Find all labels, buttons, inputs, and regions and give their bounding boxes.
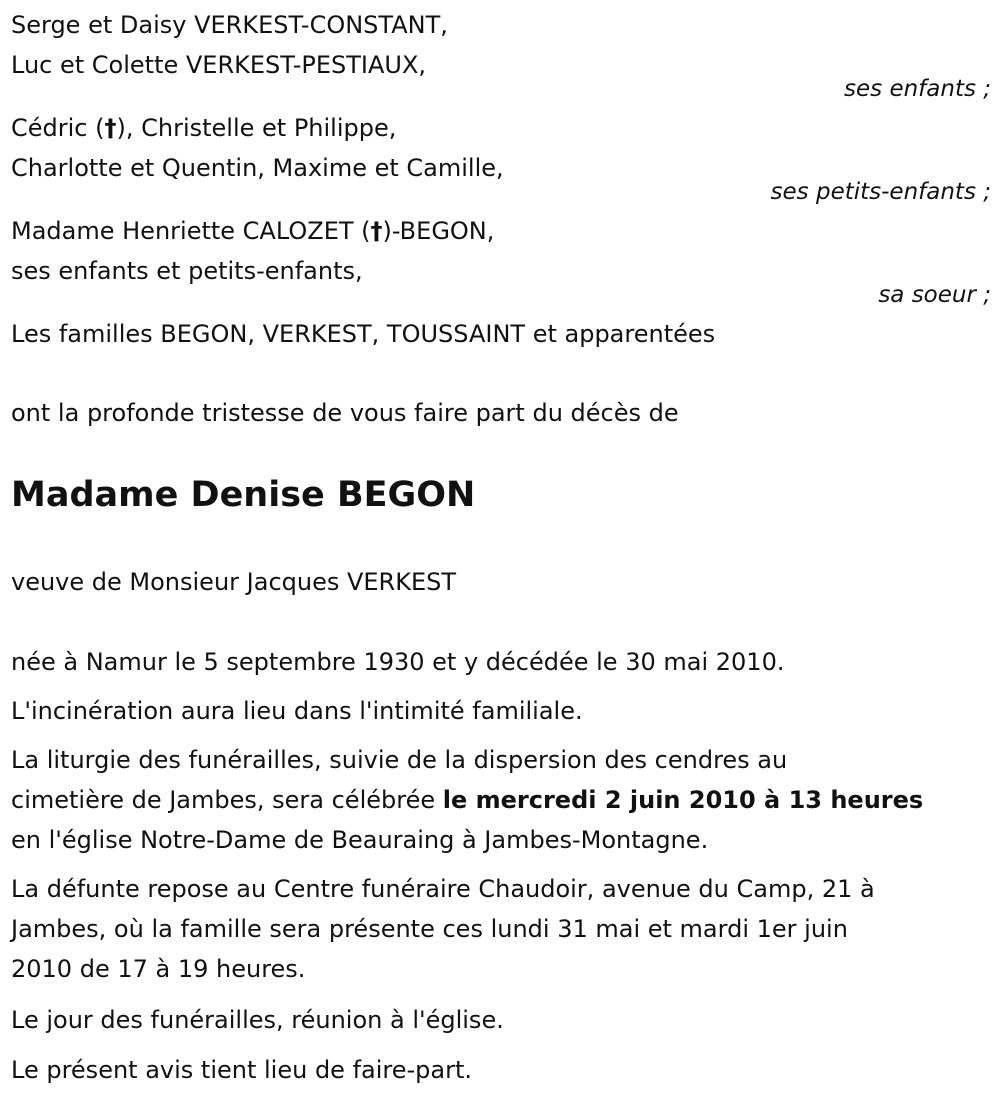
announcement: ont la profonde tristesse de vous faire part du décès de <box>11 399 679 427</box>
children-line-1: Serge et Daisy VERKEST-CONSTANT, <box>11 11 448 39</box>
meeting: Le jour des funérailles, réunion à l'église. <box>11 1006 504 1034</box>
children-line-2: Luc et Colette VERKEST-PESTIAUX, <box>11 51 427 79</box>
sister-text-b: )-BEGON, <box>382 217 495 245</box>
deceased-name: Madame Denise BEGON <box>11 475 476 515</box>
liturgy-line-1: La liturgie des funérailles, suivie de la dispersion des cendres au <box>11 746 788 774</box>
liturgy-line-3: en l'église Notre-Dame de Beauraing à Jambes-Montagne. <box>11 826 709 854</box>
grandchildren-line-2: Charlotte et Quentin, Maxime et Camille, <box>11 154 504 182</box>
liturgy-line-2 <box>11 785 923 815</box>
repose-line-3: 2010 de 17 à 19 heures. <box>11 955 306 983</box>
cross-icon: † <box>104 114 117 142</box>
notice: Le présent avis tient lieu de faire-part. <box>11 1056 473 1084</box>
sister-line-2: ses enfants et petits-enfants, <box>11 257 363 285</box>
sister-text-a: Madame Henriette CALOZET ( <box>11 217 371 245</box>
widow-of: veuve de Monsieur Jacques VERKEST <box>11 568 457 596</box>
grandchildren-line-1 <box>11 113 396 143</box>
sister-line-1 <box>11 216 494 246</box>
children-role: ses enfants ; <box>844 76 991 102</box>
liturgy-date: le mercredi 2 juin 2010 à 13 heures <box>442 786 924 814</box>
repose-line-1: La défunte repose au Centre funéraire Chaudoir, avenue du Camp, 21 à <box>11 875 875 903</box>
grandchildren-text-b: ), Christelle et Philippe, <box>116 114 397 142</box>
liturgy-text: cimetière de Jambes, sera célébrée <box>11 786 443 814</box>
grandchildren-text-a: Cédric ( <box>11 114 105 142</box>
birth-death: née à Namur le 5 septembre 1930 et y décédée le 30 mai 2010. <box>11 648 785 676</box>
cross-icon: † <box>370 217 383 245</box>
repose-line-2: Jambes, où la famille sera présente ces lundi 31 mai et mardi 1er juin <box>11 915 848 943</box>
sister-role: sa soeur ; <box>878 282 991 308</box>
families-line: Les familles BEGON, VERKEST, TOUSSAINT et apparentées <box>11 320 716 348</box>
grandchildren-role: ses petits-enfants ; <box>770 179 991 205</box>
cremation: L'incinération aura lieu dans l'intimité familiale. <box>11 697 583 725</box>
